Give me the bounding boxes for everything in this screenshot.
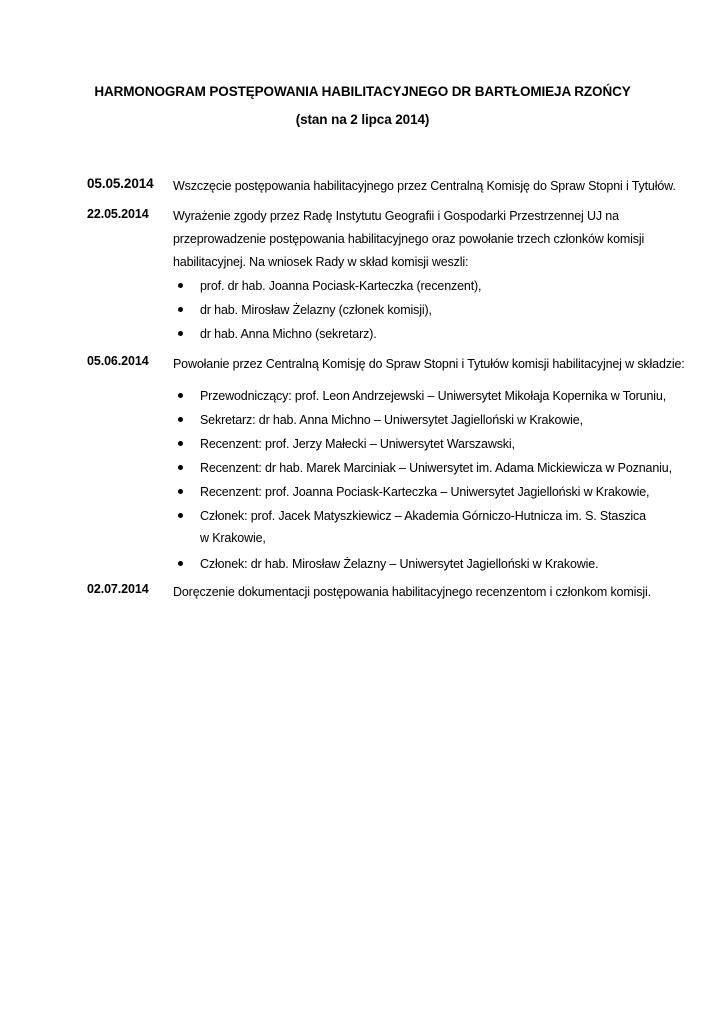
member-name: dr hab. Mirosław Żelazny (członek komisji), <box>200 303 432 317</box>
member-name: Recenzent: dr hab. Marek Marciniak – Uniwersytet im. Adama Mickiewicza w Poznaniu, <box>200 461 672 475</box>
committee-member-list <box>173 385 672 577</box>
bullet-icon <box>178 393 183 398</box>
entry-date: 02.07.2014 <box>87 582 149 596</box>
member-name: Sekretarz: dr hab. Anna Michno – Uniwersytet Jagielloński w Krakowie, <box>200 413 583 427</box>
list-item <box>173 505 653 553</box>
entry-date: 05.05.2014 <box>87 176 154 191</box>
bullet-icon <box>178 331 183 336</box>
entry-text <box>173 205 643 347</box>
member-name-continuation: w Krakowie, <box>200 531 266 545</box>
entry-date: 05.06.2014 <box>87 354 149 368</box>
list-item <box>173 553 653 577</box>
entry-text: Doręczenie dokumentacji postępowania habilitacyjnego recenzentom i członkom komisji. <box>173 585 651 599</box>
entry-date: 22.05.2014 <box>87 207 149 221</box>
bullet-icon <box>178 307 183 312</box>
list-item <box>173 457 672 481</box>
member-name: prof. dr hab. Joanna Pociask-Karteczka (recenzent), <box>200 279 482 293</box>
list-item <box>173 299 643 323</box>
bullet-icon <box>178 561 183 566</box>
list-item <box>173 433 653 457</box>
member-name: Recenzent: prof. Joanna Pociask-Karteczka – Uniwersytet Jagielloński w Krakowie, <box>200 485 650 499</box>
bullet-icon <box>178 441 183 446</box>
member-name: Przewodniczący: prof. Leon Andrzejewski – Uniwersytet Mikołaja Kopernika w Toruniu, <box>200 389 667 403</box>
member-name: dr hab. Anna Michno (sekretarz). <box>200 327 377 341</box>
document-title: HARMONOGRAM POSTĘPOWANIA HABILITACYJNEGO DR BARTŁOMIEJA RZOŃCY <box>94 84 631 99</box>
bullet-icon <box>178 513 183 518</box>
list-item <box>173 481 653 505</box>
member-name: Członek: prof. Jacek Matyszkiewicz – Akademia Górniczo-Hutnicza im. S. Staszica <box>200 509 646 523</box>
member-name: Członek: dr hab. Mirosław Żelazny – Uniwersytet Jagielloński w Krakowie. <box>200 557 599 571</box>
list-item <box>173 385 667 409</box>
bullet-icon <box>178 465 183 470</box>
entry-text-line: Wyrażenie zgody przez Radę Instytutu Geografii i Gospodarki Przestrzennej UJ na <box>173 209 619 223</box>
entry-text-line: przeprowadzenie postępowania habilitacyjnego oraz powołanie trzech członków komisji <box>173 232 645 246</box>
committee-member-list <box>173 275 643 347</box>
list-item <box>173 275 643 299</box>
entry-text-line: habilitacyjnej. Na wniosek Rady w skład komisji weszli: <box>173 255 469 269</box>
bullet-icon <box>178 417 183 422</box>
entry-text-line: Powołanie przez Centralną Komisję do Spraw Stopni i Tytułów komisji habilitacyjnej w składzie: <box>173 357 685 371</box>
entry-text: Wszczęcie postępowania habilitacyjnego przez Centralną Komisję do Spraw Stopni i Tytułów. <box>173 179 676 193</box>
list-item <box>173 323 643 347</box>
document-subtitle: (stan na 2 lipca 2014) <box>295 112 430 127</box>
bullet-icon <box>178 283 183 288</box>
list-item <box>173 409 653 433</box>
bullet-icon <box>178 489 183 494</box>
entry-text <box>173 353 685 577</box>
member-name: Recenzent: prof. Jerzy Małecki – Uniwersytet Warszawski, <box>200 437 515 451</box>
